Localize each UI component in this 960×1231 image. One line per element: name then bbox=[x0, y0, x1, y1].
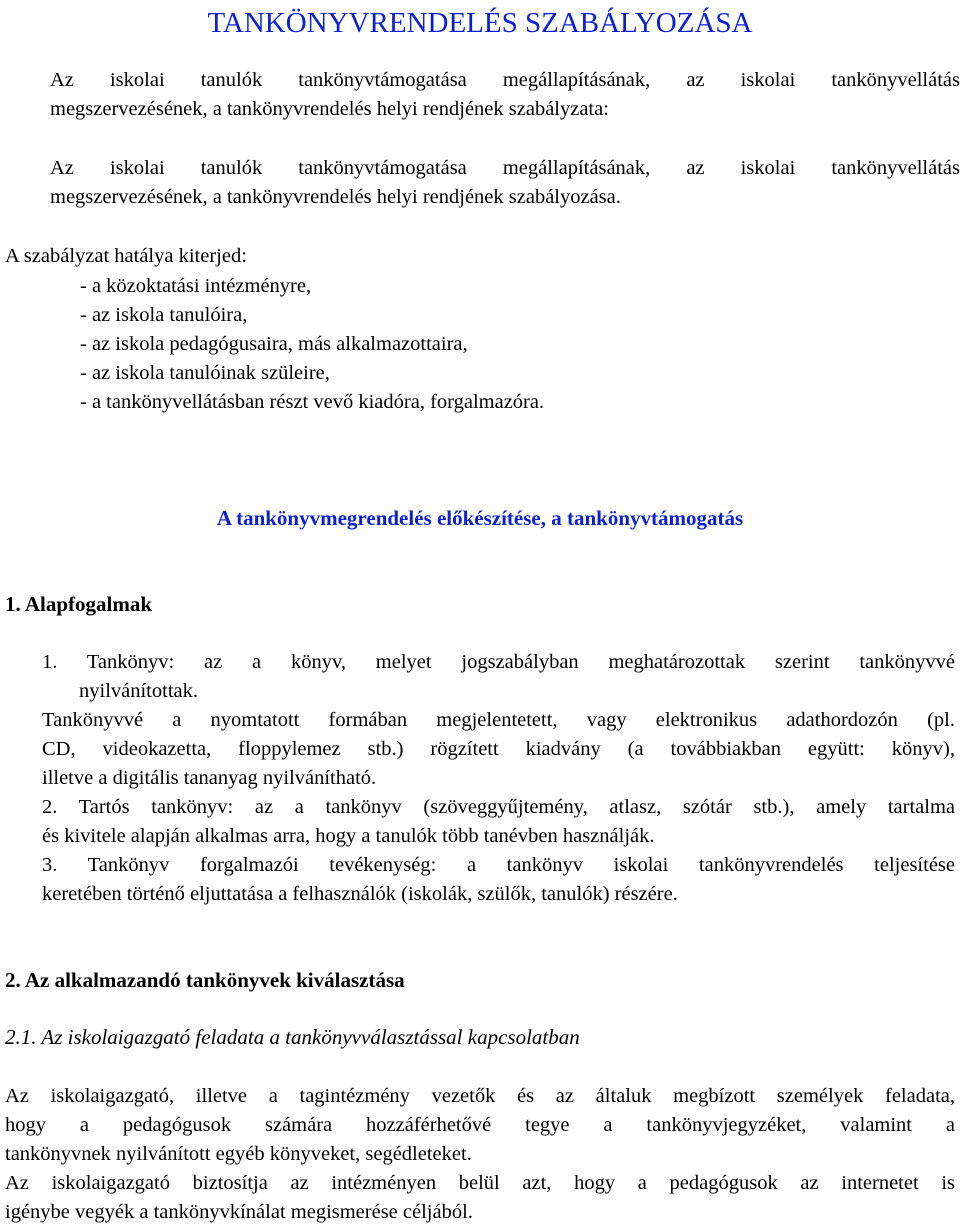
scope-list bbox=[80, 272, 544, 417]
definition-1b-line-3: illetve a digitális tananyag nyilvánítható. bbox=[42, 767, 377, 789]
scope-item: - a tankönyvellátásban részt vevő kiadóra, forgalmazóra. bbox=[80, 391, 545, 413]
intro-paragraph-2 bbox=[50, 154, 960, 212]
definition-1-line-2: nyilvánítottak. bbox=[79, 680, 198, 702]
scope-heading: A szabályzat hatálya kiterjed: bbox=[5, 245, 247, 267]
definition-2-line-1: 2. Tartós tankönyv: az a tankönyv (szöveggyűjtemény, atlasz, szótár stb.), amely tartalma bbox=[42, 796, 955, 818]
heading-tankonyv-kivalasztas: 2. Az alkalmazandó tankönyvek kiválasztása bbox=[5, 968, 405, 992]
document-title: TANKÖNYVRENDELÉS SZABÁLYOZÁSA bbox=[207, 7, 753, 39]
definition-1-line-1: 1. Tankönyv: az a könyv, melyet jogszabályban meghatározottak szerint tankönyvvé bbox=[42, 651, 955, 673]
intro-paragraph-1 bbox=[50, 66, 960, 124]
definition-3-line-1: 3. Tankönyv forgalmazói tevékenység: a tankönyv iskolai tankönyvrendelés teljesítése bbox=[42, 854, 955, 876]
subheading-igazgato-feladata: 2.1. Az iskolaigazgató feladata a tankönyvválasztással kapcsolatban bbox=[5, 1025, 580, 1049]
body-p2-line-2: igénybe vegyék a tankönyvkínálat megismerése céljából. bbox=[5, 1201, 473, 1223]
heading-alapfogalmak: 1. Alapfogalmak bbox=[5, 592, 153, 616]
body-p1-line-1: Az iskolaigazgató, illetve a tagintézmény vezetők és az általuk megbízott személyek feladata, bbox=[5, 1085, 955, 1107]
body-p2-line-1: Az iskolaigazgató biztosítja az intézményen belül azt, hogy a pedagógusok az internetet is bbox=[5, 1172, 955, 1194]
body-p1-line-2: hogy a pedagógusok számára hozzáférhetővé tegye a tankönyvjegyzéket, valamint a bbox=[5, 1114, 955, 1136]
body-p1-line-3: tankönyvnek nyilvánított egyéb könyveket, segédleteket. bbox=[5, 1143, 472, 1165]
intro-2-line-2: megszervezésének, a tankönyvrendelés helyi rendjének szabályozása. bbox=[50, 186, 621, 208]
scope-item: - az iskola pedagógusaira, más alkalmazottaira, bbox=[80, 333, 468, 355]
intro-2-line-1: Az iskolai tanulók tankönyvtámogatása megállapításának, az iskolai tankönyvellátás bbox=[50, 157, 960, 179]
scope-item: - az iskola tanulóinak szüleire, bbox=[80, 362, 330, 384]
definition-1b-line-2: CD, videokazetta, floppylemez stb.) rögzített kiadvány (a továbbiakban együtt: könyv), bbox=[42, 738, 955, 760]
intro-1-line-1: Az iskolai tanulók tankönyvtámogatása megállapításának, az iskolai tankönyvellátás bbox=[50, 69, 960, 91]
scope-item: - az iskola tanulóira, bbox=[80, 304, 248, 326]
definitions bbox=[42, 648, 955, 909]
definition-1b-line-1: Tankönyvvé a nyomtatott formában megjelentetett, vagy elektronikus adathordozón (pl. bbox=[42, 709, 955, 731]
intro-1-line-2: megszervezésének, a tankönyvrendelés helyi rendjének szabályzata: bbox=[50, 98, 609, 120]
section-title: A tankönyvmegrendelés előkészítése, a tankönyvtámogatás bbox=[216, 506, 744, 530]
scope-item: - a közoktatási intézményre, bbox=[80, 275, 312, 297]
definition-2-line-2: és kivitele alapján alkalmas arra, hogy a tanulók több tanévben használják. bbox=[42, 825, 655, 847]
body-text bbox=[5, 1082, 955, 1227]
definition-3-line-2: keretében történő eljuttatása a felhasználók (iskolák, szülők, tanulók) részére. bbox=[42, 883, 678, 905]
